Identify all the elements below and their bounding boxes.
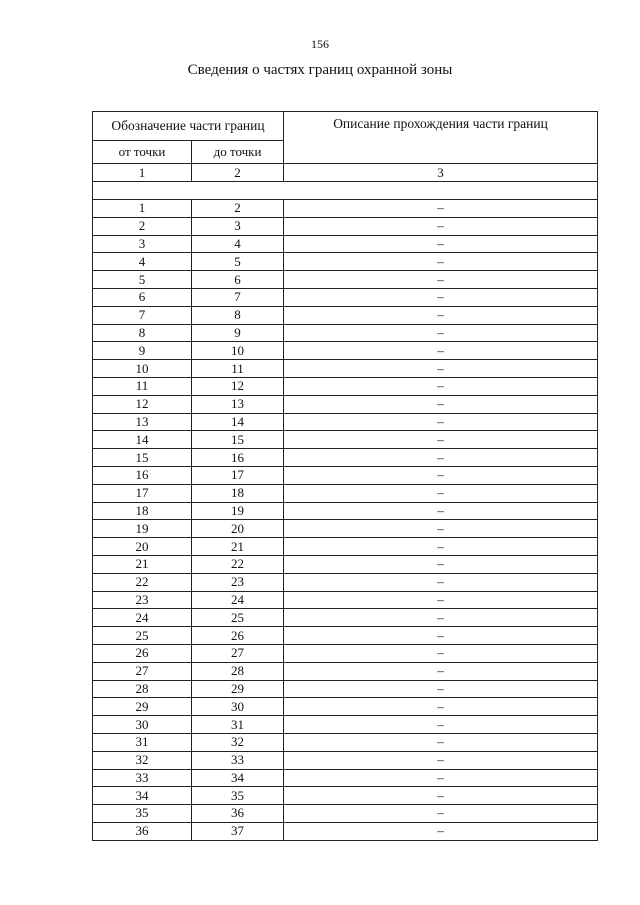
to-point-cell: 20 xyxy=(192,520,284,538)
description-cell: – xyxy=(284,787,598,805)
to-point-cell: 25 xyxy=(192,609,284,627)
description-cell: – xyxy=(284,360,598,378)
from-point-cell: 25 xyxy=(93,627,192,645)
table-row xyxy=(93,342,598,360)
from-point-cell: 22 xyxy=(93,573,192,591)
table-row xyxy=(93,484,598,502)
description-cell: – xyxy=(284,805,598,823)
from-point-cell: 28 xyxy=(93,680,192,698)
table-row xyxy=(93,271,598,289)
description-cell: – xyxy=(284,573,598,591)
to-point-cell: 5 xyxy=(192,253,284,271)
column-number: 2 xyxy=(192,164,284,182)
description-cell: – xyxy=(284,288,598,306)
table-row xyxy=(93,573,598,591)
to-point-cell: 10 xyxy=(192,342,284,360)
from-point-cell: 33 xyxy=(93,769,192,787)
table-row xyxy=(93,591,598,609)
from-point-cell: 29 xyxy=(93,698,192,716)
from-point-cell: 26 xyxy=(93,644,192,662)
table-body xyxy=(93,200,598,841)
description-cell: – xyxy=(284,644,598,662)
from-point-cell: 15 xyxy=(93,449,192,467)
table-row xyxy=(93,413,598,431)
from-point-cell: 13 xyxy=(93,413,192,431)
table-row xyxy=(93,200,598,218)
description-cell: – xyxy=(284,217,598,235)
to-point-cell: 32 xyxy=(192,733,284,751)
from-point-cell: 3 xyxy=(93,235,192,253)
column-number: 3 xyxy=(284,164,598,182)
to-point-cell: 15 xyxy=(192,431,284,449)
to-point-cell: 12 xyxy=(192,377,284,395)
from-point-cell: 11 xyxy=(93,377,192,395)
table-row xyxy=(93,680,598,698)
table-row xyxy=(93,466,598,484)
description-cell: – xyxy=(284,200,598,218)
table-row xyxy=(93,306,598,324)
table-row xyxy=(93,360,598,378)
blank-row xyxy=(93,182,598,200)
from-point-cell: 35 xyxy=(93,805,192,823)
from-point-cell: 7 xyxy=(93,306,192,324)
description-cell: – xyxy=(284,449,598,467)
to-point-cell: 30 xyxy=(192,698,284,716)
to-point-cell: 2 xyxy=(192,200,284,218)
boundary-parts-table xyxy=(92,111,598,841)
to-point-cell: 9 xyxy=(192,324,284,342)
from-point-cell: 30 xyxy=(93,716,192,734)
from-point-cell: 5 xyxy=(93,271,192,289)
from-point-cell: 23 xyxy=(93,591,192,609)
table-row xyxy=(93,217,598,235)
page-title: Сведения о частях границ охранной зоны xyxy=(187,62,453,78)
table-row xyxy=(93,288,598,306)
from-point-cell: 18 xyxy=(93,502,192,520)
table-row xyxy=(93,716,598,734)
description-cell: – xyxy=(284,395,598,413)
table-row xyxy=(93,733,598,751)
description-cell: – xyxy=(284,555,598,573)
to-point-cell: 29 xyxy=(192,680,284,698)
from-point-cell: 16 xyxy=(93,466,192,484)
table-row xyxy=(93,395,598,413)
from-point-cell: 36 xyxy=(93,822,192,840)
column-number: 1 xyxy=(93,164,192,182)
table-row xyxy=(93,805,598,823)
description-cell: – xyxy=(284,680,598,698)
to-point-cell: 21 xyxy=(192,538,284,556)
table-row xyxy=(93,235,598,253)
table-row xyxy=(93,377,598,395)
to-point-cell: 23 xyxy=(192,573,284,591)
table-row xyxy=(93,520,598,538)
from-point-cell: 10 xyxy=(93,360,192,378)
table-row xyxy=(93,609,598,627)
table-row xyxy=(93,662,598,680)
table-row xyxy=(93,644,598,662)
to-point-cell: 13 xyxy=(192,395,284,413)
to-point-cell: 36 xyxy=(192,805,284,823)
from-point-cell: 19 xyxy=(93,520,192,538)
to-point-cell: 28 xyxy=(192,662,284,680)
to-point-cell: 16 xyxy=(192,449,284,467)
description-cell: – xyxy=(284,662,598,680)
description-cell: – xyxy=(284,466,598,484)
table-row xyxy=(93,449,598,467)
from-point-cell: 17 xyxy=(93,484,192,502)
description-cell: – xyxy=(284,520,598,538)
description-cell: – xyxy=(284,253,598,271)
description-cell: – xyxy=(284,502,598,520)
to-point-cell: 31 xyxy=(192,716,284,734)
to-point-cell: 11 xyxy=(192,360,284,378)
description-cell: – xyxy=(284,484,598,502)
description-cell: – xyxy=(284,609,598,627)
from-point-cell: 34 xyxy=(93,787,192,805)
table-row xyxy=(93,627,598,645)
table-row xyxy=(93,822,598,840)
to-point-cell: 37 xyxy=(192,822,284,840)
description-cell: – xyxy=(284,733,598,751)
to-point-cell: 3 xyxy=(192,217,284,235)
from-point-cell: 31 xyxy=(93,733,192,751)
to-point-cell: 22 xyxy=(192,555,284,573)
to-point-cell: 24 xyxy=(192,591,284,609)
page-number: 156 xyxy=(311,37,329,51)
table-row xyxy=(93,253,598,271)
description-cell: – xyxy=(284,591,598,609)
from-point-cell: 21 xyxy=(93,555,192,573)
header-description: Описание прохождения части границ xyxy=(284,112,598,164)
to-point-cell: 19 xyxy=(192,502,284,520)
description-cell: – xyxy=(284,822,598,840)
description-cell: – xyxy=(284,306,598,324)
to-point-cell: 27 xyxy=(192,644,284,662)
to-point-cell: 26 xyxy=(192,627,284,645)
to-point-cell: 14 xyxy=(192,413,284,431)
table-row xyxy=(93,555,598,573)
to-point-cell: 33 xyxy=(192,751,284,769)
description-cell: – xyxy=(284,538,598,556)
from-point-cell: 1 xyxy=(93,200,192,218)
to-point-cell: 6 xyxy=(192,271,284,289)
description-cell: – xyxy=(284,271,598,289)
table-row xyxy=(93,751,598,769)
table-row xyxy=(93,324,598,342)
description-cell: – xyxy=(284,769,598,787)
table-row xyxy=(93,502,598,520)
description-cell: – xyxy=(284,413,598,431)
to-point-cell: 7 xyxy=(192,288,284,306)
description-cell: – xyxy=(284,431,598,449)
from-point-cell: 14 xyxy=(93,431,192,449)
to-point-cell: 34 xyxy=(192,769,284,787)
to-point-cell: 35 xyxy=(192,787,284,805)
description-cell: – xyxy=(284,627,598,645)
description-cell: – xyxy=(284,716,598,734)
to-point-cell: 17 xyxy=(192,466,284,484)
from-point-cell: 20 xyxy=(93,538,192,556)
table-row xyxy=(93,769,598,787)
from-point-cell: 12 xyxy=(93,395,192,413)
to-point-cell: 18 xyxy=(192,484,284,502)
from-point-cell: 8 xyxy=(93,324,192,342)
from-point-cell: 32 xyxy=(93,751,192,769)
description-cell: – xyxy=(284,377,598,395)
from-point-cell: 27 xyxy=(93,662,192,680)
description-cell: – xyxy=(284,324,598,342)
table-row xyxy=(93,698,598,716)
table-row xyxy=(93,538,598,556)
table-row xyxy=(93,787,598,805)
to-point-cell: 8 xyxy=(192,306,284,324)
description-cell: – xyxy=(284,751,598,769)
table-row xyxy=(93,431,598,449)
description-cell: – xyxy=(284,342,598,360)
header-to-point: до точки xyxy=(192,141,284,164)
from-point-cell: 6 xyxy=(93,288,192,306)
from-point-cell: 2 xyxy=(93,217,192,235)
from-point-cell: 24 xyxy=(93,609,192,627)
from-point-cell: 9 xyxy=(93,342,192,360)
from-point-cell: 4 xyxy=(93,253,192,271)
header-from-point: от точки xyxy=(93,141,192,164)
description-cell: – xyxy=(284,235,598,253)
description-cell: – xyxy=(284,698,598,716)
header-boundary-designation: Обозначение части границ xyxy=(93,112,284,141)
to-point-cell: 4 xyxy=(192,235,284,253)
